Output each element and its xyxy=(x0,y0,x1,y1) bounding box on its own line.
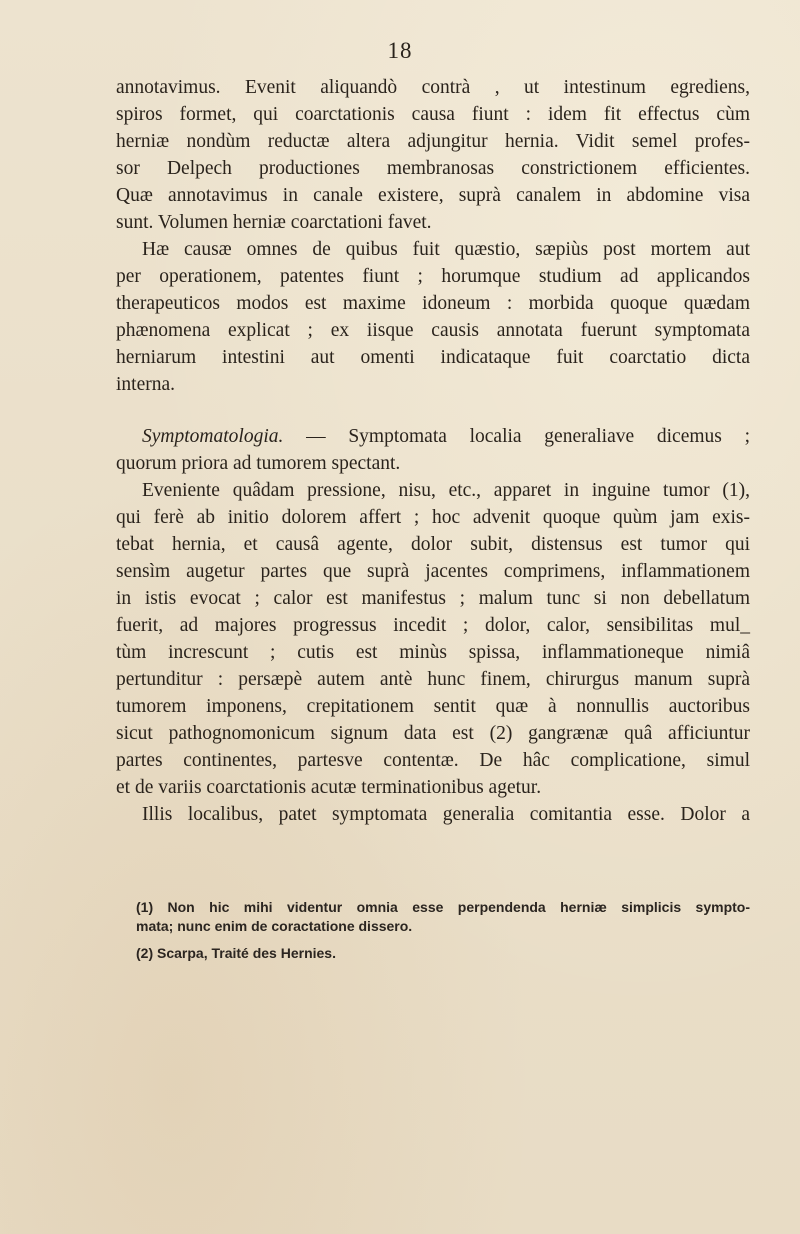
text-line: annotavimus. Evenit aliquandò contrà , ut intestinum egrediens, xyxy=(116,77,750,98)
footnote-line: (2) Scarpa, Traité des Hernies. xyxy=(136,945,336,961)
paragraph-2 xyxy=(116,236,750,398)
text-line: sor Delpech productiones membranosas constrictionem efficientes. xyxy=(116,158,750,179)
text-line: fuerit, ad majores progressus incedit ; dolor, calor, sensibilitas mul_ xyxy=(116,615,750,636)
footnotes xyxy=(136,898,750,963)
paragraph-4 xyxy=(116,477,750,801)
text-line: et de variis coarctationis acutæ terminationibus agetur. xyxy=(116,777,542,798)
text-line: herniæ nondùm reductæ altera adjungitur hernia. Vidit semel profes- xyxy=(116,131,750,152)
text-line: interna. xyxy=(116,374,176,395)
text-line: Eveniente quâdam pressione, nisu, etc., apparet in inguine tumor (1), xyxy=(142,480,750,501)
section-heading: Symptomatologia. xyxy=(142,426,284,447)
text-line: Quæ annotavimus in canale existere, suprà canalem in abdomine visa xyxy=(116,185,750,206)
paragraph-gap xyxy=(116,398,750,423)
paragraph-3 xyxy=(116,423,750,477)
text-line: sicut pathognomonicum signum data est (2) gangrænæ quâ afficiuntur xyxy=(116,723,750,744)
text-line: sunt. Volumen herniæ coarctationi favet. xyxy=(116,212,432,233)
paragraph-1 xyxy=(116,74,750,236)
page-number: 18 xyxy=(387,38,413,63)
text-line: per operationem, patentes fiunt ; horumque studium ad applicandos xyxy=(116,266,750,287)
footnote-2 xyxy=(136,944,750,963)
text-line: therapeuticos modos est maxime idoneum : morbida quoque quædam xyxy=(116,293,750,314)
heading-rest: — Symptomata localia generaliave dicemus ; xyxy=(283,426,750,447)
text-line: partes continentes, partesve contentæ. De hâc complicatione, simul xyxy=(116,750,750,771)
text-line: herniarum intestini aut omenti indicataque fuit coarctatio dicta xyxy=(116,347,750,368)
footnote-1 xyxy=(136,898,750,936)
text-line: tebat hernia, et causâ agente, dolor subit, distensus est tumor qui xyxy=(116,534,750,555)
text-line: Illis localibus, patet symptomata generalia comitantia esse. Dolor a xyxy=(142,804,750,825)
text-line: spiros formet, qui coarctationis causa fiunt : idem fit effectus cùm xyxy=(116,104,750,125)
text-line: phænomena explicat ; ex iisque causis annotata fuerunt symptomata xyxy=(116,320,750,341)
text-line: quorum priora ad tumorem spectant. xyxy=(116,453,401,474)
text-line: pertunditur : persæpè autem antè hunc finem, chirurgus manum suprà xyxy=(116,669,750,690)
text-line: in istis evocat ; calor est manifestus ; malum tunc si non debellatum xyxy=(116,588,750,609)
footnote-line: mata; nunc enim de coractatione dissero. xyxy=(136,918,413,934)
footnote-line: (1) Non hic mihi videntur omnia esse perpendenda herniæ simplicis sympto- xyxy=(136,899,750,915)
body-text xyxy=(116,74,750,828)
text-line: Hæ causæ omnes de quibus fuit quæstio, sæpiùs post mortem aut xyxy=(142,239,750,260)
text-line: sensìm augetur partes que suprà jacentes comprimens, inflammationem xyxy=(116,561,750,582)
paragraph-5 xyxy=(116,801,750,828)
text-line: tùm increscunt ; cutis est minùs spissa, inflammationeque nimiâ xyxy=(116,642,750,663)
text-line xyxy=(116,423,750,450)
text-line: tumorem imponens, crepitationem sentit quæ à nonnullis auctoribus xyxy=(116,696,750,717)
text-line: qui ferè ab initio dolorem affert ; hoc advenit quoque quùm jam exis- xyxy=(116,507,750,528)
